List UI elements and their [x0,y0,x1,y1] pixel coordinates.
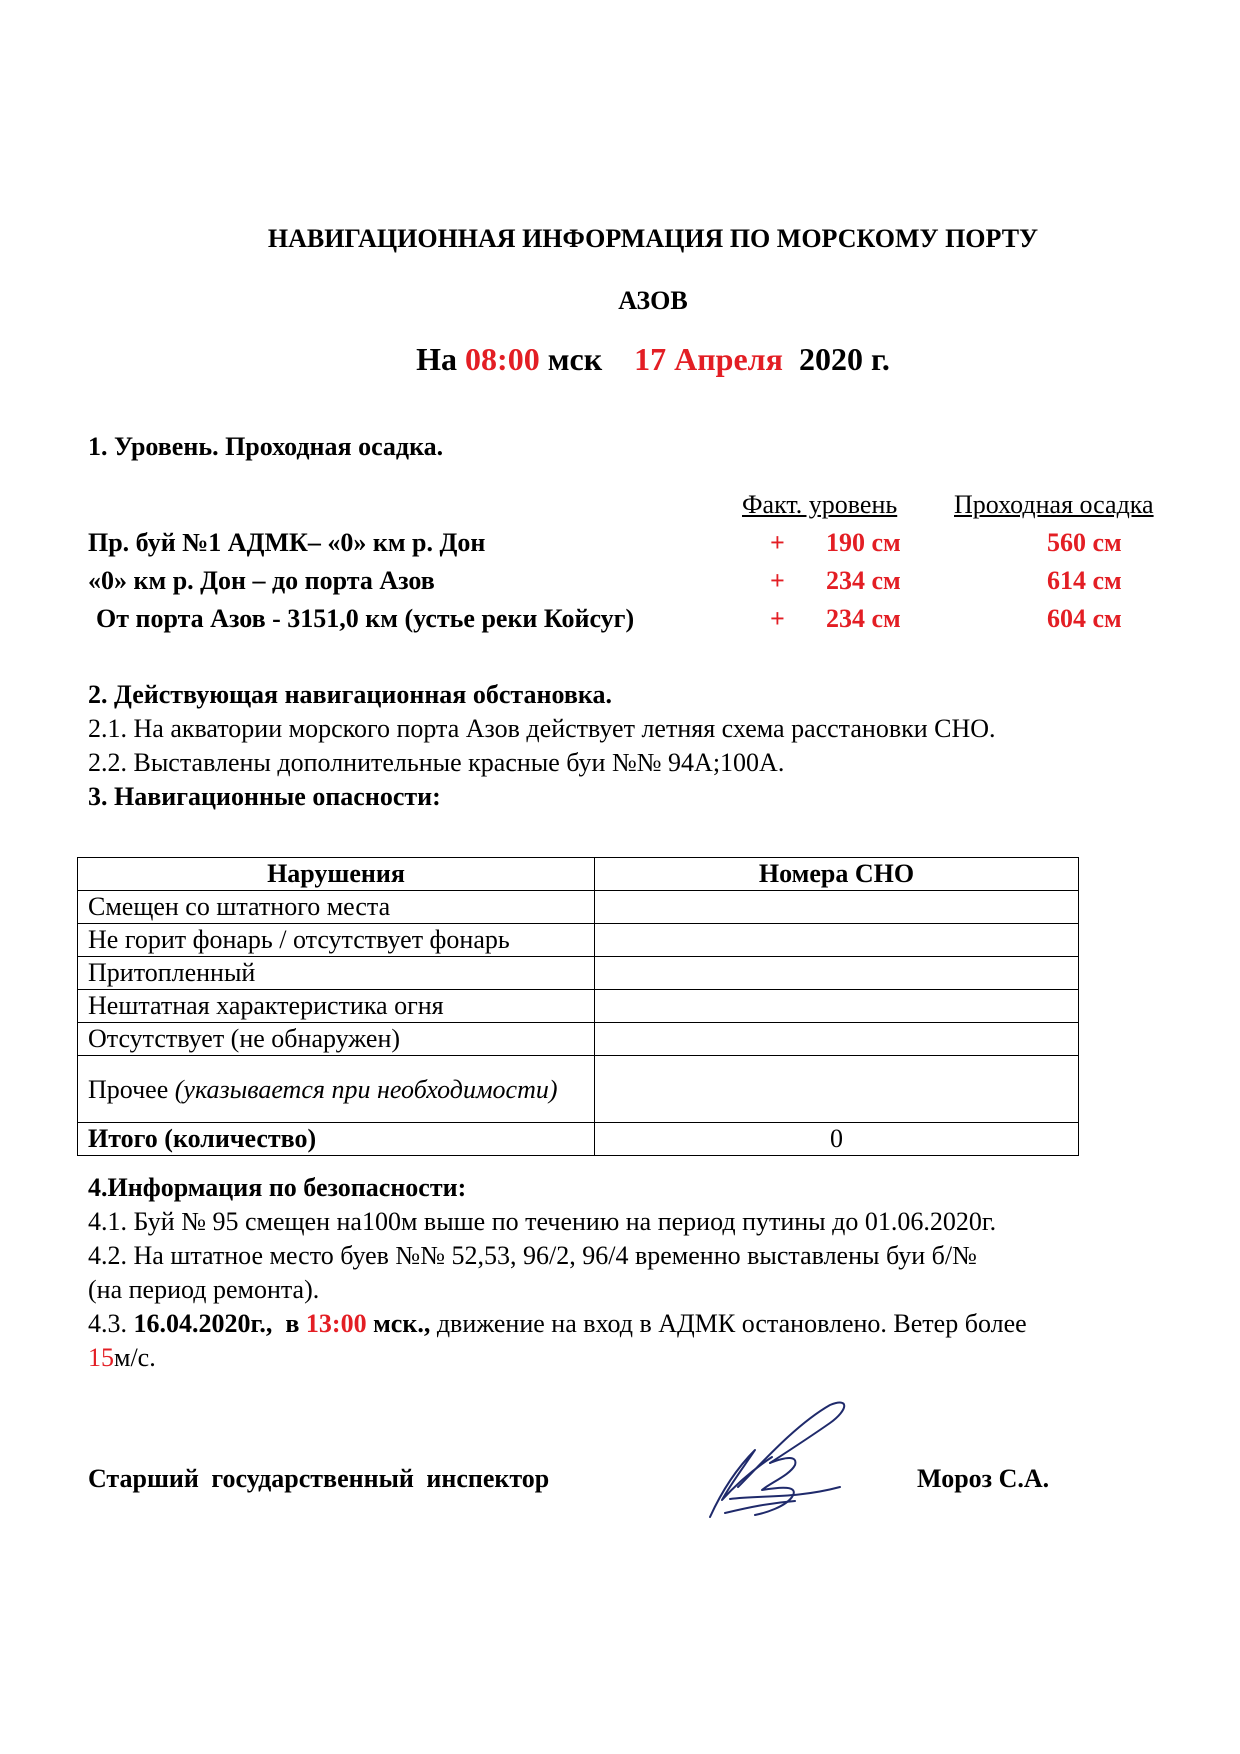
level-row-sign: + [770,604,785,633]
table-header-row [78,858,1079,891]
level-row-name: «0» км р. Дон – до порта Азов [88,566,435,595]
table-cell-total-value: 0 [595,1123,1079,1156]
table-cell-label: Нештатная характеристика огня [78,990,595,1023]
section3-title: 3. Навигационные опасности: [88,782,441,811]
table-cell-value [595,990,1079,1023]
table-header-violations: Нарушения [78,858,595,891]
col-level-header: Факт. уровень [742,490,898,519]
level-row-sign: + [770,566,785,595]
table-row [78,1023,1079,1056]
other-label: Прочее [88,1074,169,1104]
level-row-name: От порта Азов - 3151,0 км (устье реки Койсуг) [96,604,635,633]
level-row-draft: 614 см [1047,566,1122,595]
section4-item2-line2: (на период ремонта). [88,1275,320,1304]
level-row-value: 234 см [826,566,901,595]
level-row-sign: + [770,528,785,557]
table-cell-label: Смещен со штатного места [78,891,595,924]
report-year: 2020 г. [798,341,890,377]
table-cell-other-label [78,1056,595,1123]
table-row [78,990,1079,1023]
table-row-total [78,1123,1079,1156]
section2-item: 2.2. Выставлены дополнительные красные буи №№ 94А;100А. [88,748,785,777]
date-prefix: На [416,341,458,377]
item3-in: в [285,1309,300,1338]
item3-msk: мск., [373,1309,431,1338]
level-row-value: 190 см [826,528,901,557]
table-cell-label: Не горит фонарь / отсутствует фонарь [78,924,595,957]
section2-item: 2.1. На акватории морского порта Азов действует летняя схема расстановки СНО. [88,714,996,743]
report-date: 17 Апреля [634,341,783,377]
report-time: 08:00 [465,341,540,377]
signatory-name: Мороз С.А. [917,1464,1050,1493]
document-title: НАВИГАЦИОННАЯ ИНФОРМАЦИЯ ПО МОРСКОМУ ПОРТУ [267,224,1039,253]
time-suffix: мск [547,341,603,377]
table-cell-total-label: Итого (количество) [78,1123,595,1156]
level-row-draft: 604 см [1047,604,1122,633]
section4-title: 4.Информация по безопасности: [88,1173,467,1202]
table-row [78,957,1079,990]
item3-text: движение на вход в АДМК остановлено. Ветер более [436,1309,1027,1338]
table-cell-value [595,1023,1079,1056]
table-cell-value [595,891,1079,924]
table-cell-value [595,957,1079,990]
table-cell-label: Отсутствует (не обнаружен) [78,1023,595,1056]
table-cell-other-value [595,1056,1079,1123]
level-row-value: 234 см [826,604,901,633]
table-row [78,891,1079,924]
item3-unit: м/с. [114,1343,156,1372]
hazards-table [77,857,1079,1156]
table-row [78,924,1079,957]
signatory-position: Старший государственный инспектор [88,1464,550,1493]
handwritten-signature [700,1395,860,1525]
section4-item3-line1 [88,1309,1027,1339]
item3-date: 16.04.2020г., [133,1309,273,1338]
item3-wind: 15 [88,1343,114,1372]
section2-title: 2. Действующая навигационная обстановка. [88,680,612,709]
section4-item3-line2 [88,1343,156,1373]
table-cell-value [595,924,1079,957]
item3-time: 13:00 [305,1309,367,1338]
table-row-other [78,1056,1079,1123]
table-header-sno-numbers: Номера СНО [595,858,1079,891]
col-draft-header: Проходная осадка [954,490,1154,519]
port-name: АЗОВ [618,286,688,315]
item3-prefix: 4.3. [88,1309,127,1338]
section4-item2-line1: 4.2. На штатное место буев №№ 52,53, 96/2, 96/4 временно выставлены буи б/№ [88,1241,977,1270]
level-row-name: Пр. буй №1 АДМК– «0» км р. Дон [88,528,486,557]
level-row-draft: 560 см [1047,528,1122,557]
section4-item1: 4.1. Буй № 95 смещен на100м выше по течению на период путины до 01.06.2020г. [88,1207,997,1236]
other-note: (указывается при необходимости) [174,1074,558,1104]
section1-title: 1. Уровень. Проходная осадка. [88,432,444,461]
report-datetime [0,341,1240,378]
table-cell-label: Притопленный [78,957,595,990]
